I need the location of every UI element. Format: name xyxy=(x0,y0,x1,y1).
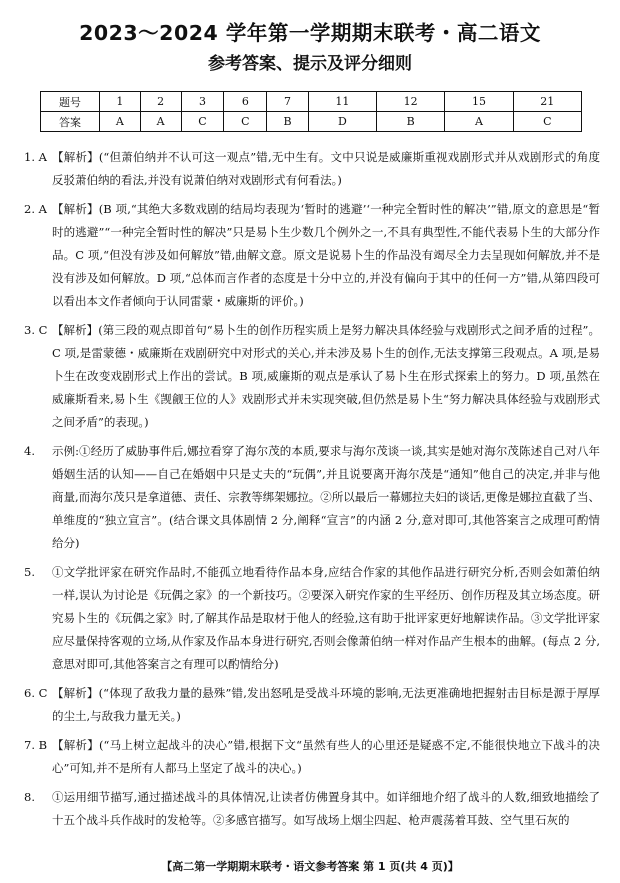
page-subtitle: 参考答案、提示及评分细则 xyxy=(208,54,412,74)
table-cell: 2 xyxy=(140,92,181,112)
table-row-label: 题号 xyxy=(41,92,100,112)
item-number: 5. xyxy=(24,565,35,579)
item-text: ①运用细节描写,通过描述战斗的具体情况,让读者仿佛置身其中。如详细地介绍了战斗的人数,细致地描绘了十五个战斗兵作战时的发枪等。②多感官描写。如写战场上烟尘四起、枪声震荡着耳鼓、空气里石灰的 xyxy=(52,790,600,827)
table-cell: 15 xyxy=(445,92,513,112)
table-cell: 1 xyxy=(100,92,141,112)
list-item xyxy=(24,682,600,728)
table-row-answers xyxy=(41,112,582,132)
list-item xyxy=(24,146,600,192)
table-row-label: 答案 xyxy=(41,112,100,132)
item-text: ①文学批评家在研究作品时,不能孤立地看待作品本身,应结合作家的其他作品进行研究分析,否则会如萧伯纳一样,误认为讨论是《玩偶之家》的一个新技巧。②要深入研究作家的生平经历、创作历程及其立场态度。研究易卜生的《玩偶之家》时,了解其作品是取材于他人的经验,这有助于批评家更好地解读作品。③文学批评家应尽量保持客观的立场,从作家及作品本身进行研究,否则会像萧伯纳一样对作品产生根本的曲解。(每点 2 分,意思对即可,其他答案言之有理可以酌情给分) xyxy=(52,565,600,671)
item-number: 2. A xyxy=(24,202,47,216)
table-cell: 7 xyxy=(267,92,308,112)
table-cell: 12 xyxy=(377,92,445,112)
table-cell: 3 xyxy=(181,92,224,112)
table-cell: A xyxy=(445,112,513,132)
item-text: 【解析】(“但萧伯纳并不认可这一观点”错,无中生有。文中只说是威廉斯重视戏剧形式并从戏剧形式的角度反驳萧伯纳的看法,并没有说萧伯纳对戏剧形式有何看法。) xyxy=(52,150,600,187)
table-cell: 21 xyxy=(513,92,581,112)
list-item xyxy=(24,198,600,313)
table-row-numbers xyxy=(41,92,582,112)
item-text: 【解析】(B 项,“其绝大多数戏剧的结局均表现为‘暂时的逃避’‘一种完全暂时性的解决’”错,原文的意思是“暂时的逃避”“一种完全暂时性的解决”只是易卜生少数几个例外之一,不具有典型性,不能代表易卜生的大部分作品。C 项,“但没有涉及如何解放”错,曲解文意。原文是说易卜生的作品没有竭尽全力去呈现如何解放,并不是没有涉及如何解放。D 项,“总体而言作者的态度是十分中立的,并没有偏向于其中的任何一方”错,从第四段可以看出本文作者倾向于认同雷蒙・威廉斯的评价。) xyxy=(52,202,600,308)
item-number: 6. C xyxy=(24,686,48,700)
item-number: 8. xyxy=(24,790,35,804)
item-text: 【解析】(“体现了敌我力量的悬殊”错,发出怒吼是受战斗环境的影响,无法更准确地把握射击目标是源于厚厚的尘土,与敌我力量无关。) xyxy=(52,686,600,723)
table-cell: B xyxy=(267,112,308,132)
table-cell: A xyxy=(140,112,181,132)
item-number: 3. C xyxy=(24,323,48,337)
answer-explanations xyxy=(24,146,600,838)
item-number: 7. B xyxy=(24,738,48,752)
item-number: 1. A xyxy=(24,150,47,164)
item-text: 【解析】(“马上树立起战斗的决心”错,根据下文“虽然有些人的心里还是疑惑不定,不能很快地立下战斗的决心”可知,并不是所有人都马上坚定了战斗的决心。) xyxy=(52,738,600,775)
table-cell: A xyxy=(100,112,141,132)
list-item xyxy=(24,734,600,780)
table-cell: B xyxy=(377,112,445,132)
list-item xyxy=(24,440,600,555)
item-text: 示例:①经历了威胁事件后,娜拉看穿了海尔茂的本质,要求与海尔茂谈一谈,其实是她对海尔茂陈述自己对八年婚姻生活的认知——自己在婚姻中只是丈夫的“玩偶”,并且说要离开海尔茂是“通知”他自己的决定,并非与他商量,而海尔茂只是拿道德、责任、宗教等绑架娜拉。②所以最后一幕娜拉夫妇的谈话,更像是娜拉直截了当、单维度的“独立宣言”。(结合课文具体剧情 2 分,阐释“宣言”的内涵 2 分,意对即可,其他答案言之成理可酌情给分) xyxy=(52,444,600,550)
item-text: 【解析】(第三段的观点即首句“易卜生的创作历程实质上是努力解决具体经验与戏剧形式之间矛盾的过程”。C 项,是雷蒙德・威廉斯在戏剧研究中对形式的关心,并未涉及易卜生的创作,无法支撑第三段观点。A 项,是易卜生在改变戏剧形式上作出的尝试。B 项,威廉斯的观点是承认了易卜生在形式探索上的努力。D 项,虽然在威廉斯看来,易卜生《觊觎王位的人》戏剧形式并未实现突破,但仍然是易卜生“努力解决具体经验与戏剧形式之间矛盾”的表现。) xyxy=(52,323,600,429)
list-item xyxy=(24,786,600,832)
page-title: 2023～2024 学年第一学期期末联考・高二语文 xyxy=(79,21,541,45)
table-cell: C xyxy=(181,112,224,132)
table-cell: D xyxy=(308,112,376,132)
list-item xyxy=(24,319,600,434)
page-footer: 【高二第一学期期末联考・语文参考答案 第 1 页(共 4 页)】 xyxy=(161,860,459,873)
list-item xyxy=(24,561,600,676)
table-cell: C xyxy=(513,112,581,132)
item-number: 4. xyxy=(24,444,35,458)
table-cell: 6 xyxy=(224,92,267,112)
table-cell: C xyxy=(224,112,267,132)
answer-table xyxy=(40,91,582,132)
table-cell: 11 xyxy=(308,92,376,112)
